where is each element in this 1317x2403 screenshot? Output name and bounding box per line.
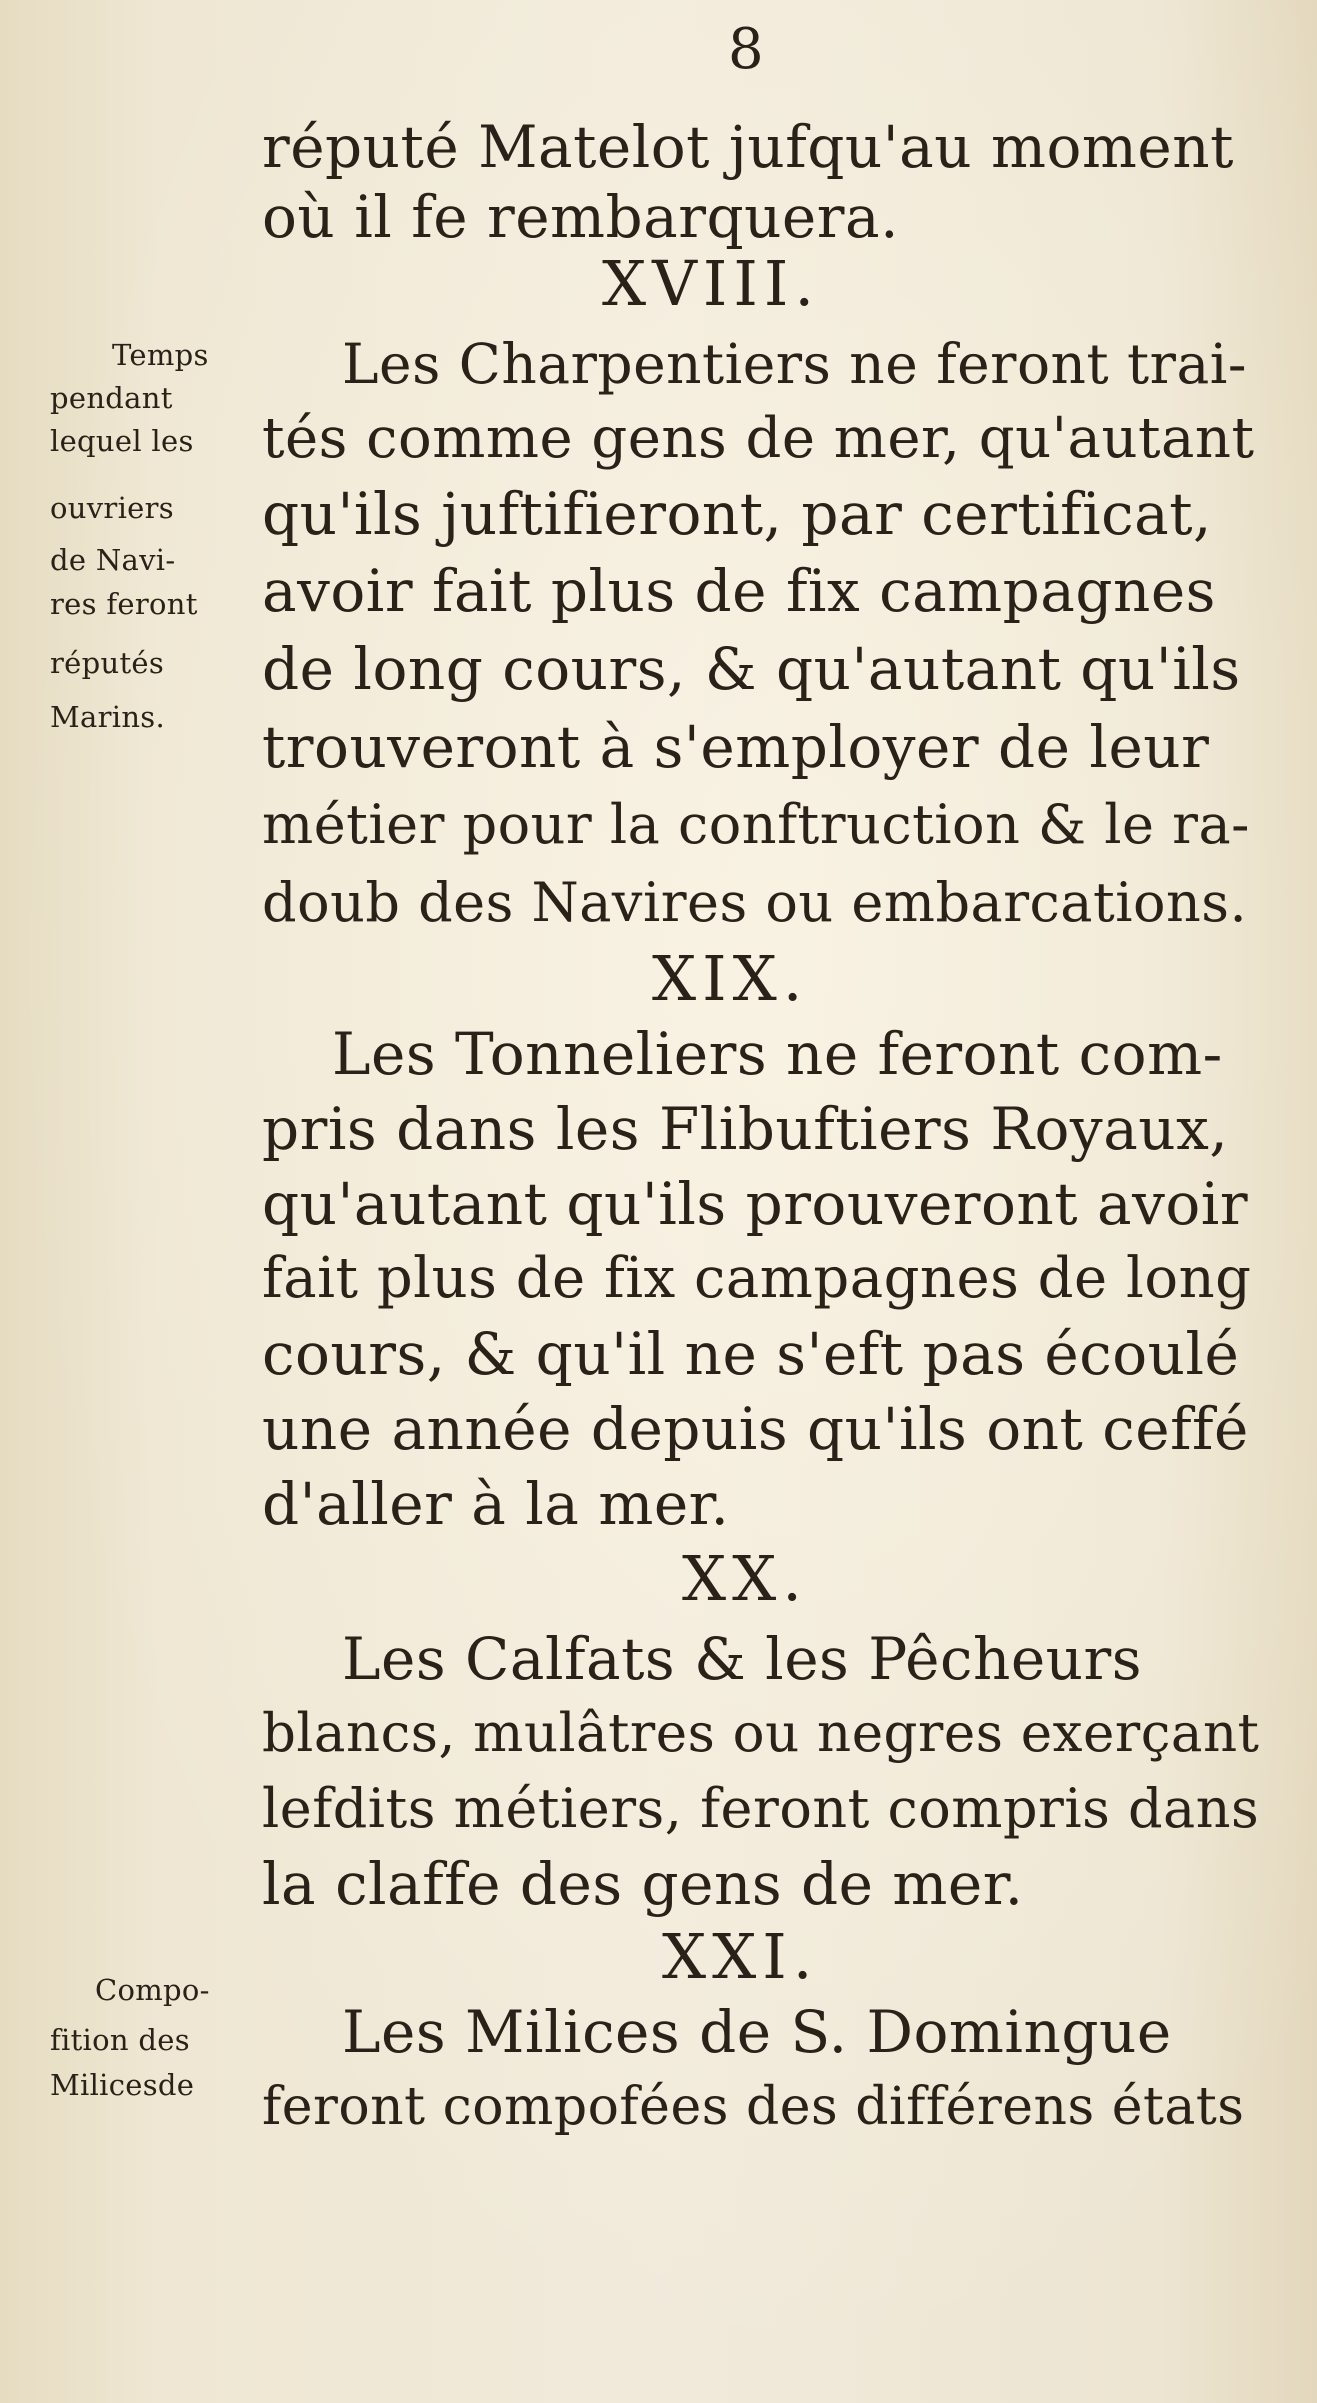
margin-note-line: fition des [50, 2023, 190, 2057]
page-number: 8 [728, 17, 764, 82]
text-line: d'aller à la mer. [262, 1470, 730, 1538]
margin-note-line: ouvriers [50, 491, 174, 525]
text-line: de long cours, & qu'autant qu'ils [262, 635, 1241, 703]
article-heading: XXI. [662, 1920, 819, 1993]
text-line: Les Milices de S. Domingue [342, 1998, 1172, 2066]
text-line: trouveront à s'employer de leur [262, 713, 1210, 781]
text-line: avoir fait plus de fix campagnes [262, 557, 1216, 625]
text-line: fait plus de fix campagnes de long [262, 1246, 1252, 1311]
margin-note-line: lequel les [50, 424, 194, 458]
text-line: une année depuis qu'ils ont ceffé [262, 1395, 1249, 1463]
text-line: cours, & qu'il ne s'eft pas écoulé [262, 1320, 1240, 1388]
text-line: tés comme gens de mer, qu'autant [262, 406, 1255, 471]
article-heading: XIX. [652, 942, 809, 1015]
text-line: la claffe des gens de mer. [262, 1850, 1024, 1918]
article-heading: XX. [682, 1542, 808, 1615]
text-line: Les Calfats & les Pêcheurs [342, 1625, 1142, 1693]
text-line: où il fe rembarquera. [262, 183, 900, 251]
article-heading: XVIII. [602, 247, 821, 320]
margin-note-line: Marins. [50, 700, 165, 734]
text-line: qu'autant qu'ils prouveront avoir [262, 1170, 1249, 1238]
text-line: blancs, mulâtres ou negres exerçant [262, 1703, 1260, 1764]
margin-note-line: réputés [50, 646, 165, 680]
margin-note-line: pendant [50, 381, 173, 415]
margin-note-line: res feront [50, 587, 198, 621]
text-line: réputé Matelot jufqu'au moment [262, 113, 1234, 181]
text-line: métier pour la conftruction & le ra- [262, 793, 1250, 856]
margin-note-line: Compo- [95, 1973, 210, 2007]
text-line: qu'ils juftifieront, par certificat, [262, 480, 1212, 548]
text-line: feront compofées des différens états [262, 2077, 1245, 2137]
text-line: doub des Navires ou embarcations. [262, 871, 1248, 934]
text-line: Les Charpentiers ne feront trai- [342, 332, 1247, 396]
text-line: lefdits métiers, feront compris dans [262, 1777, 1260, 1840]
text-line: pris dans les Flibuftiers Royaux, [262, 1095, 1229, 1163]
margin-note-line: de Navi- [50, 543, 176, 577]
text-line: Les Tonneliers ne feront com- [332, 1020, 1223, 1088]
margin-note-line: Milicesde [50, 2068, 195, 2102]
margin-note-line: Temps [112, 338, 209, 372]
